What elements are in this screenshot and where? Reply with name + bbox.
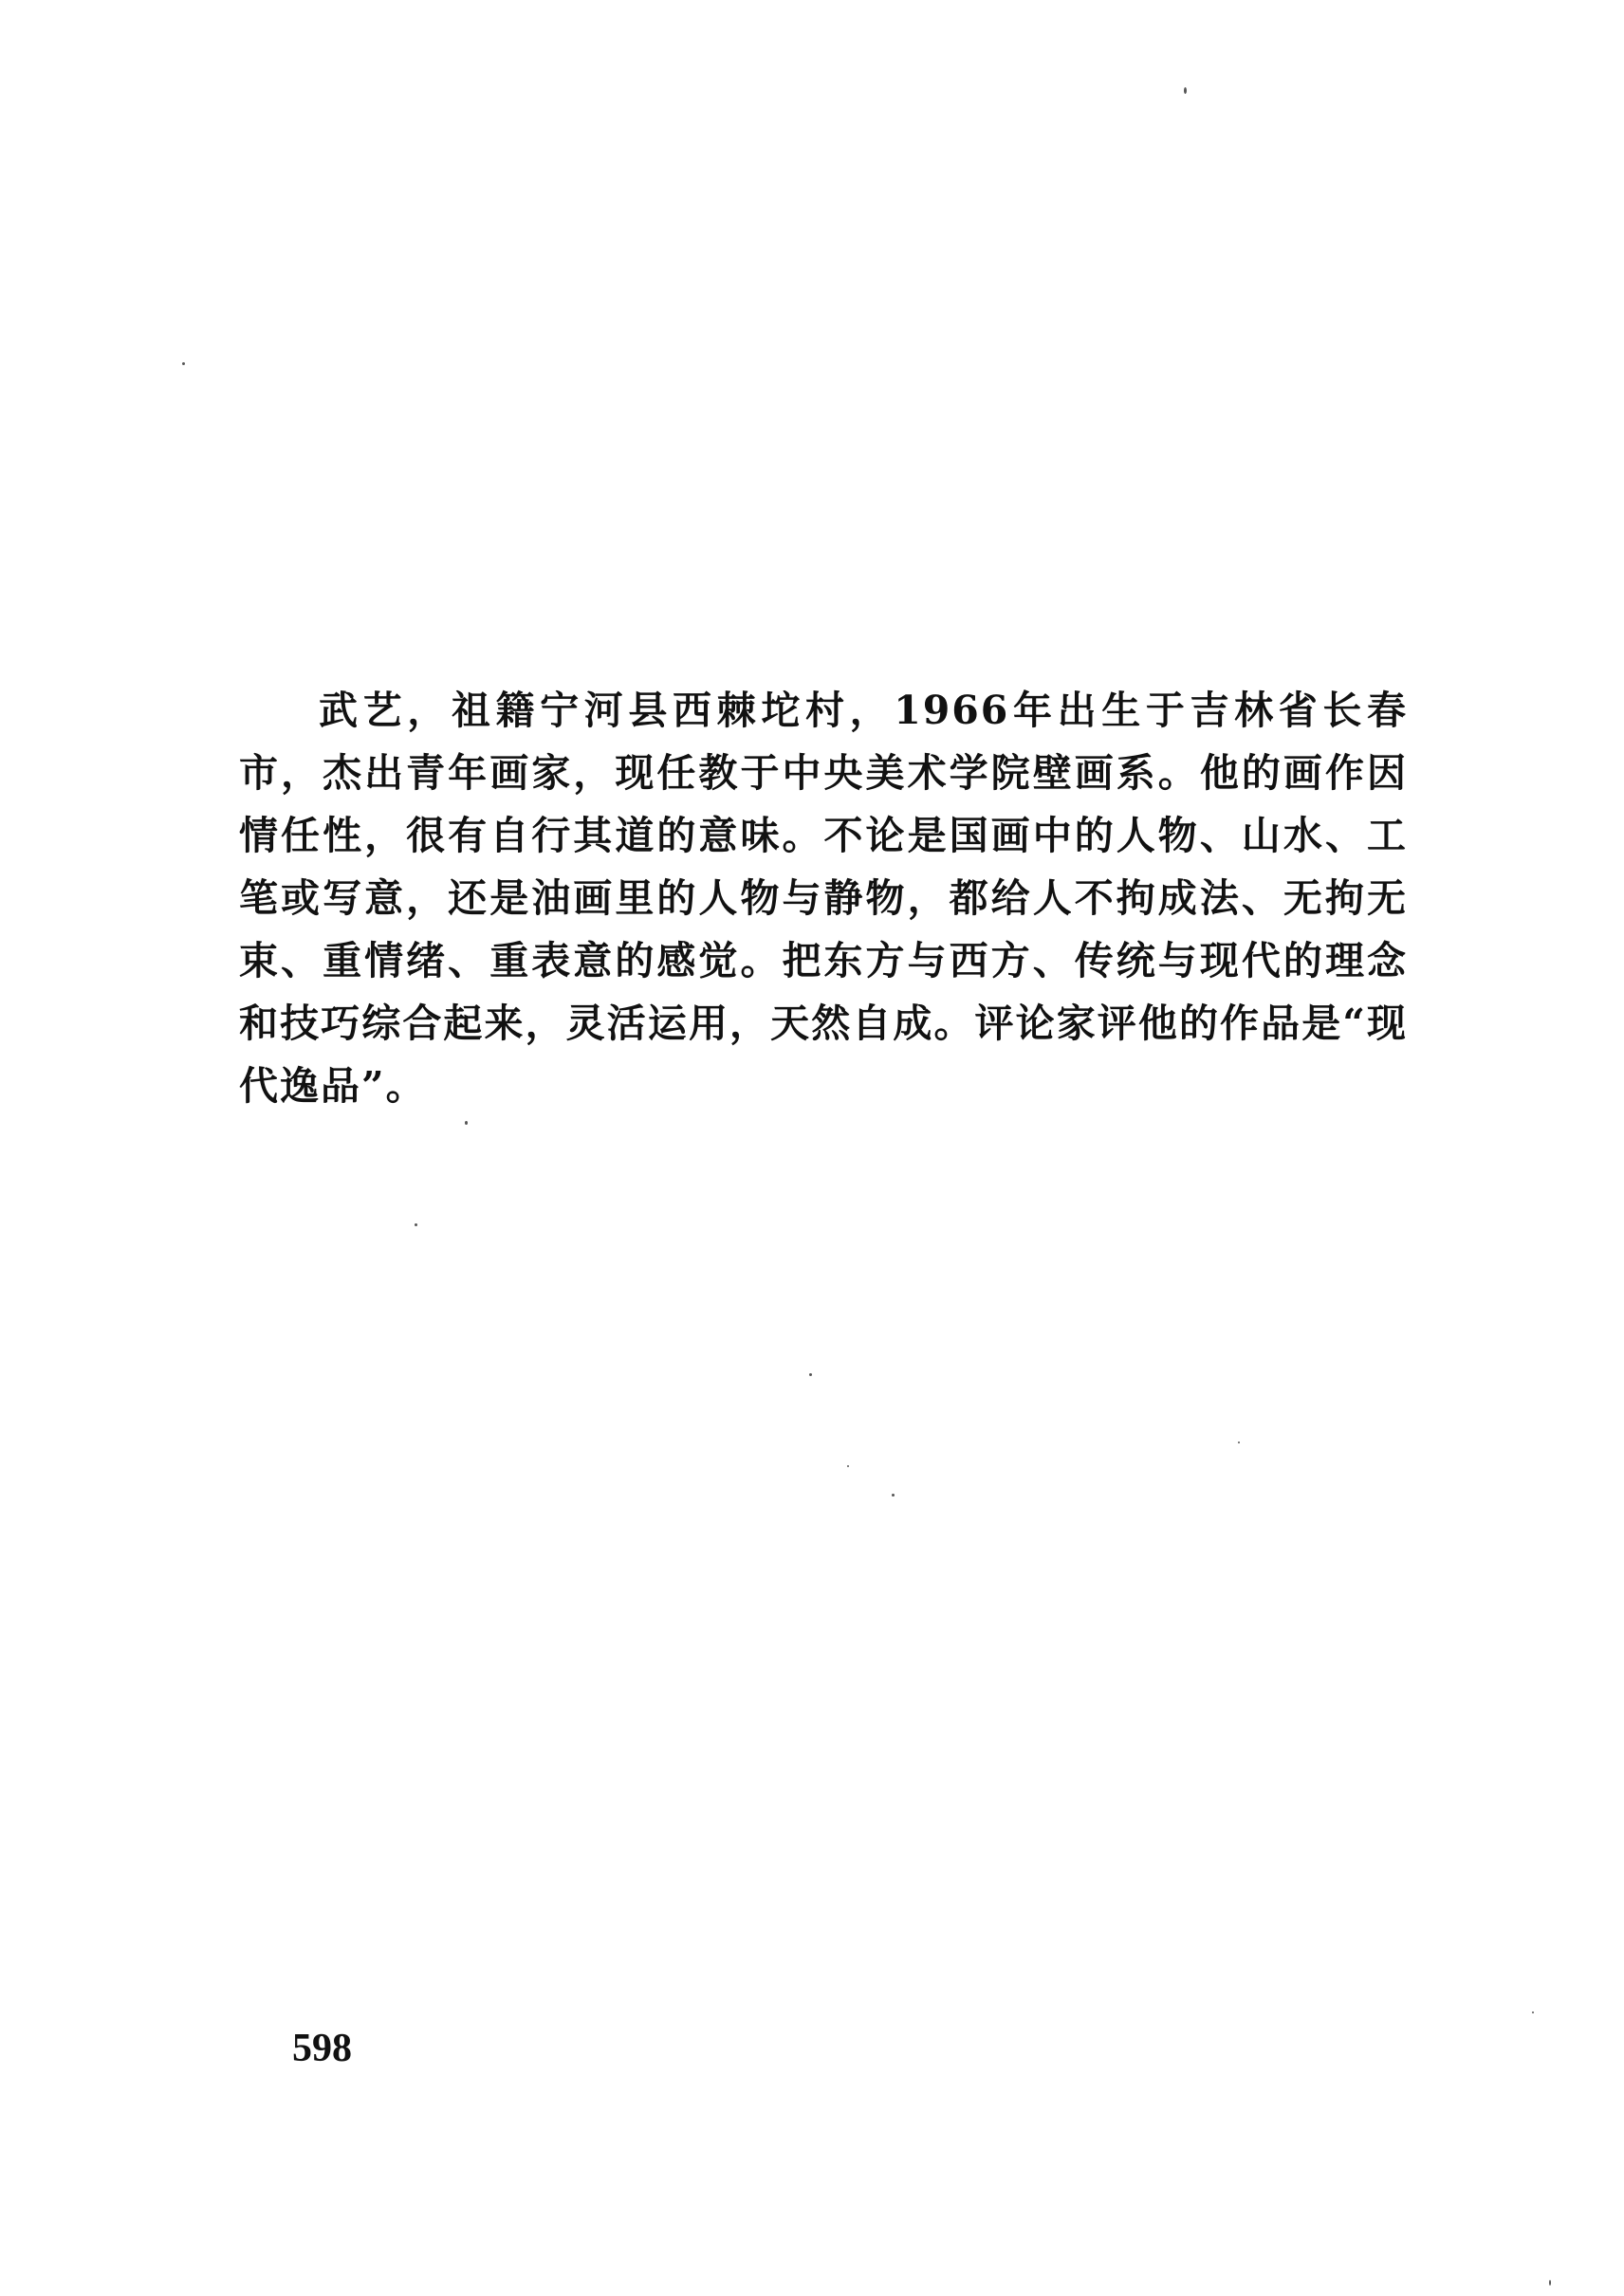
scan-speck: [182, 362, 185, 365]
scan-speck: [847, 1465, 849, 1467]
scan-speck: [415, 1223, 417, 1226]
body-paragraph: 武艺，祖籍宁河县西棘坨村，1966年出生于吉林省长春市，杰出青年画家，现任教于中央美术学院壁画系。他的画作因情任性，很有自行其道的意味。不论是国画中的人物、山水、工笔或写意，还是油画里的人物与静物，都给人不拘成法、无拘无束、重情绪、重表意的感觉。把东方与西方、传统与现代的理念和技巧综合起来，灵活运用，天然自成。评论家评他的作品是“现代逸品”。: [239, 688, 1408, 1109]
scan-speck: [1238, 1442, 1240, 1443]
scan-speck: [1184, 87, 1187, 94]
page-number: 598: [292, 2027, 352, 2070]
scan-speck: [892, 1494, 895, 1497]
scan-speck: [465, 1121, 468, 1125]
scan-speck: [809, 1373, 812, 1376]
scan-speck: [1532, 2011, 1534, 2013]
scan-speck: [1549, 2280, 1551, 2286]
